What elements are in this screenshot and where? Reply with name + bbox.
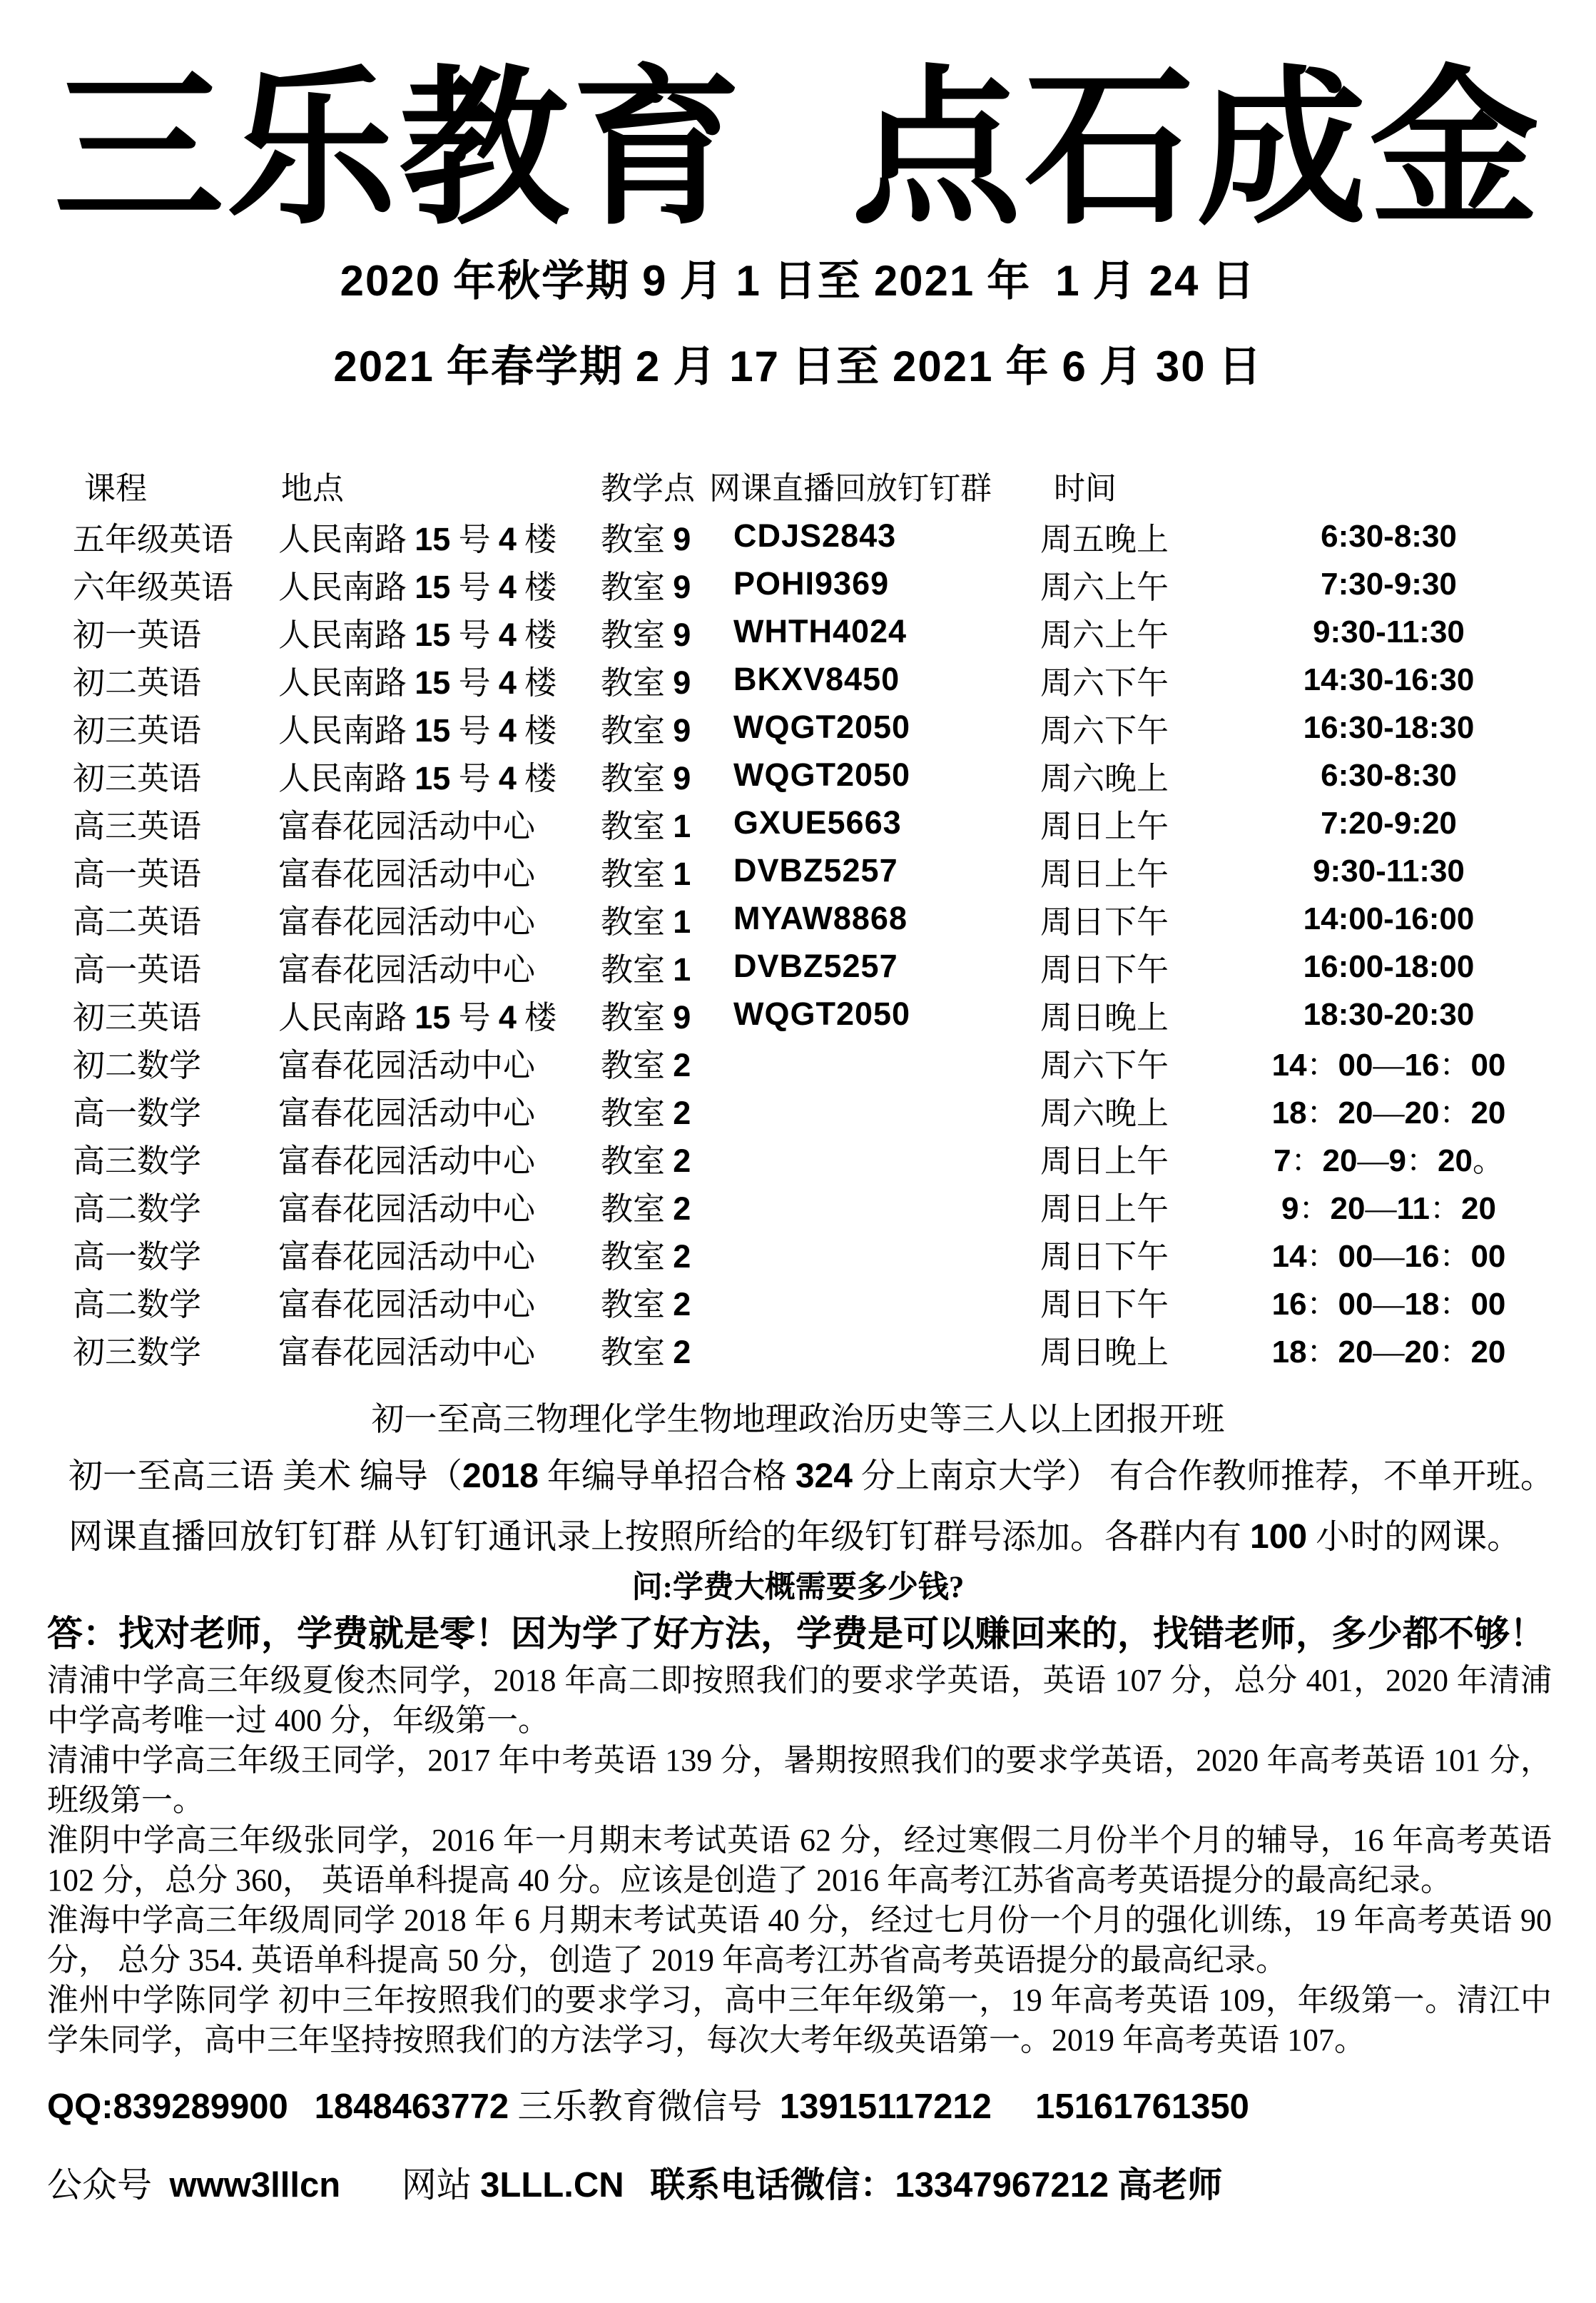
day-cell: 周日下午	[1040, 951, 1169, 988]
schedule-row	[71, 608, 1596, 656]
day-cell: 周六下午	[1040, 664, 1169, 701]
course-cell: 五年级英语	[73, 521, 234, 557]
schedule-row	[71, 1182, 1596, 1230]
course-cell: 高三英语	[73, 808, 202, 844]
header-dingtalk-group: 网课直播回放钉钉群	[709, 470, 992, 506]
room-cell: 教室 1	[601, 903, 691, 940]
time-cell: 14:30-16:30	[1303, 662, 1475, 697]
time-cell: 14：00—16：00	[1271, 1239, 1506, 1274]
room-cell: 教室 2	[601, 1046, 691, 1083]
schedule-row	[71, 1277, 1596, 1325]
testimonials-section	[47, 1661, 1552, 2060]
time-cell: 16:00-18:00	[1303, 948, 1475, 984]
room-cell: 教室 2	[601, 1142, 691, 1179]
tuition-question: 问:学费大概需要多少钱?	[631, 1570, 965, 1604]
schedule-row	[71, 895, 1596, 943]
dingtalk-group-cell: WHTH4024	[733, 613, 908, 649]
room-cell: 教室 1	[601, 807, 691, 844]
header-time: 时间	[1054, 470, 1117, 506]
course-cell: 高一英语	[73, 856, 202, 892]
schedule-row	[71, 1134, 1596, 1182]
phone-label: 联系电话微信：	[650, 2165, 895, 2205]
location-cell: 人民南路 15 号 4 楼	[278, 664, 557, 701]
location-cell: 人民南路 15 号 4 楼	[278, 759, 557, 796]
location-cell: 富春花园活动中心	[278, 1095, 536, 1131]
course-cell: 高二数学	[73, 1286, 202, 1322]
course-cell: 高三数学	[73, 1143, 202, 1179]
location-cell: 富春花园活动中心	[278, 1238, 536, 1275]
day-cell: 周日上午	[1040, 856, 1169, 892]
official-account-id: www3lllcn	[169, 2166, 341, 2205]
schedule-row	[71, 943, 1596, 991]
time-cell: 16:30-18:30	[1303, 709, 1475, 745]
semester-date-spring: 2021 年春学期 2 月 17 日至 2021 年 6 月 30 日	[333, 342, 1263, 390]
day-cell: 周六上午	[1040, 569, 1169, 605]
room-cell: 教室 9	[601, 998, 691, 1036]
day-cell: 周五晚上	[1040, 521, 1169, 557]
time-cell: 6:30-8:30	[1321, 518, 1457, 554]
time-cell: 7:30-9:30	[1321, 566, 1457, 602]
qq-label: QQ:	[47, 2087, 113, 2126]
schedule-row	[71, 847, 1596, 895]
location-cell: 富春花园活动中心	[278, 1143, 536, 1179]
location-cell: 人民南路 15 号 4 楼	[278, 520, 557, 557]
schedule-row	[71, 656, 1596, 704]
location-cell: 富春花园活动中心	[278, 1190, 536, 1227]
day-cell: 周日晚上	[1040, 1334, 1169, 1370]
location-cell: 富春花园活动中心	[278, 856, 536, 892]
flyer-page	[0, 43, 1596, 2303]
schedule-row	[71, 1325, 1596, 1373]
schedule-row	[71, 991, 1596, 1038]
time-cell: 14:00-16:00	[1303, 901, 1475, 936]
course-cell: 初三英语	[73, 760, 202, 796]
testimonial-paragraph: 清浦中学高三年级夏俊杰同学，2018 年高二即按照我们的要求学英语，英语 107 分，总分 401，2020 年清浦中学高考唯一过 400 分，年级第一。	[47, 1662, 1552, 1738]
art-program-note: 初一至高三语 美术 编导（2018 年编导单招合格 324 分上南京大学） 有合作教师推荐，不单开班。	[68, 1457, 1555, 1495]
location-cell: 富春花园活动中心	[278, 808, 536, 844]
location-cell: 富春花园活动中心	[278, 951, 536, 988]
day-cell: 周六晚上	[1040, 760, 1169, 796]
teacher-name: 高老师	[1117, 2165, 1223, 2205]
course-cell: 初一英语	[73, 617, 202, 653]
location-cell: 人民南路 15 号 4 楼	[278, 568, 557, 605]
location-cell: 富春花园活动中心	[278, 1286, 536, 1322]
course-cell: 初二英语	[73, 664, 202, 701]
room-cell: 教室 9	[601, 616, 691, 653]
schedule-row	[71, 799, 1596, 847]
testimonial-paragraph: 淮州中学陈同学 初中三年按照我们的要求学习，高中三年年级第一，19 年高考英语 109，年级第一。清江中学朱同学，高中三年坚持按照我们的方法学习，每次大考年级英语第一。2019 年高考英语 107。	[47, 1982, 1552, 2057]
testimonial-paragraph: 淮阴中学高三年级张同学，2016 年一月期末考试英语 62 分，经过寒假二月份半个月的辅导，16 年高考英语 102 分，总分 360， 英语单科提高 40 分。应该是创造了 2016 年高考江苏省高考英语提分的最高纪录。	[47, 1822, 1552, 1898]
time-cell: 9:30-11:30	[1313, 853, 1465, 889]
website-label: 网站	[401, 2165, 472, 2205]
day-cell: 周六下午	[1040, 1047, 1169, 1083]
course-cell: 高一数学	[73, 1238, 202, 1275]
class-schedule-table	[71, 462, 1596, 1373]
room-cell: 教室 9	[601, 520, 691, 557]
header-location: 地点	[281, 470, 344, 506]
schedule-header-row	[71, 462, 1596, 512]
tuition-answer: 答：找对老师，学费就是零！因为学了好方法，学费是可以赚回来的，找错老师，多少都不够！	[47, 1614, 1545, 1654]
dingtalk-group-note: 网课直播回放钉钉群 从钉钉通讯录上按照所给的年级钉钉群号添加。各群内有 100 小时的网课。	[68, 1517, 1522, 1556]
course-cell: 初三英语	[73, 999, 202, 1036]
day-cell: 周日下午	[1040, 1238, 1169, 1275]
wechat-number-1: 13915117212	[779, 2087, 992, 2126]
location-cell: 富春花园活动中心	[278, 904, 536, 940]
dingtalk-group-cell: DVBZ5257	[733, 948, 898, 984]
room-cell: 教室 2	[601, 1190, 691, 1227]
schedule-row	[71, 1086, 1596, 1134]
header-course: 课程	[84, 470, 147, 506]
contact-line-web-phone	[47, 2165, 1596, 2207]
location-cell: 人民南路 15 号 4 楼	[278, 998, 557, 1036]
schedule-row	[71, 704, 1596, 751]
testimonial-paragraph: 清浦中学高三年级王同学，2017 年中考英语 139 分，暑期按照我们的要求学英语，2020 年高考英语 101 分，班级第一。	[47, 1742, 1552, 1818]
course-cell: 初三英语	[73, 712, 202, 749]
schedule-row	[71, 1038, 1596, 1086]
page-title-part1: 三乐教育	[54, 49, 745, 248]
page-title-part2: 点石成金	[851, 49, 1542, 248]
room-cell: 教室 9	[601, 568, 691, 605]
day-cell: 周日上午	[1040, 808, 1169, 844]
dingtalk-group-cell: POHI9369	[733, 565, 890, 602]
day-cell: 周六下午	[1040, 712, 1169, 749]
day-cell: 周六晚上	[1040, 1095, 1169, 1131]
course-cell: 高一数学	[73, 1095, 202, 1131]
location-cell: 富春花园活动中心	[278, 1334, 536, 1370]
dingtalk-group-cell: WQGT2050	[733, 756, 911, 793]
room-cell: 教室 9	[601, 759, 691, 796]
header-room: 教学点	[601, 470, 695, 506]
time-cell: 7：20—9：20。	[1274, 1143, 1504, 1178]
course-cell: 高一英语	[73, 951, 202, 988]
location-cell: 人民南路 15 号 4 楼	[278, 616, 557, 653]
room-cell: 教室 9	[601, 664, 691, 701]
course-cell: 初三数学	[73, 1334, 202, 1370]
room-cell: 教室 2	[601, 1333, 691, 1370]
dingtalk-group-cell: WQGT2050	[733, 709, 911, 745]
qq-number-2: 1848463772	[314, 2087, 509, 2126]
page-title	[0, 43, 1596, 255]
room-cell: 教室 1	[601, 855, 691, 892]
time-cell: 9:30-11:30	[1313, 614, 1465, 649]
time-cell: 18:30-20:30	[1303, 996, 1475, 1032]
day-cell: 周日下午	[1040, 1286, 1169, 1322]
time-cell: 18：20—20：20	[1271, 1095, 1506, 1130]
schedule-row	[71, 512, 1596, 560]
time-cell: 6:30-8:30	[1321, 757, 1457, 793]
website-url: 3LLL.CN	[480, 2166, 624, 2205]
course-cell: 六年级英语	[73, 569, 234, 605]
schedule-row	[71, 560, 1596, 608]
room-cell: 教室 2	[601, 1237, 691, 1275]
qq-number-1: 839289900	[113, 2087, 288, 2126]
dingtalk-group-cell: MYAW8868	[733, 900, 908, 936]
dingtalk-group-cell: WQGT2050	[733, 996, 911, 1032]
time-cell: 9：20—11：20	[1281, 1191, 1496, 1226]
contact-line-qq-wechat	[47, 2086, 1596, 2128]
day-cell: 周日晚上	[1040, 999, 1169, 1036]
room-cell: 教室 2	[601, 1094, 691, 1131]
room-cell: 教室 2	[601, 1285, 691, 1322]
day-cell: 周日上午	[1040, 1190, 1169, 1227]
dingtalk-group-cell: GXUE5663	[733, 804, 902, 841]
time-cell: 14：00—16：00	[1271, 1048, 1506, 1083]
time-cell: 7:20-9:20	[1321, 805, 1457, 841]
time-cell: 16：00—18：00	[1271, 1287, 1506, 1322]
location-cell: 富春花园活动中心	[278, 1047, 536, 1083]
room-cell: 教室 9	[601, 712, 691, 749]
testimonial-paragraph: 淮海中学高三年级周同学 2018 年 6 月期末考试英语 40 分，经过七月份一个月的强化训练，19 年高考英语 90 分， 总分 354. 英语单科提高 50 分，创造了 2019 年高考江苏省高考英语提分的最高纪录。	[47, 1902, 1552, 1978]
course-cell: 高二英语	[73, 904, 202, 940]
day-cell: 周六上午	[1040, 617, 1169, 653]
dingtalk-group-cell: BKXV8450	[733, 661, 900, 697]
location-cell: 人民南路 15 号 4 楼	[278, 712, 557, 749]
day-cell: 周日下午	[1040, 904, 1169, 940]
course-cell: 高二数学	[73, 1190, 202, 1227]
room-cell: 教室 1	[601, 951, 691, 988]
time-cell: 18：20—20：20	[1271, 1335, 1506, 1370]
schedule-row	[71, 751, 1596, 799]
schedule-row	[71, 1230, 1596, 1277]
day-cell: 周日上午	[1040, 1143, 1169, 1179]
course-cell: 初二数学	[73, 1047, 202, 1083]
phone-number: 13347967212	[895, 2166, 1109, 2205]
schedule-body	[71, 512, 1596, 1373]
dingtalk-group-cell: CDJS2843	[733, 517, 897, 554]
dingtalk-group-cell: DVBZ5257	[733, 852, 898, 889]
wechat-number-2: 15161761350	[1035, 2087, 1249, 2126]
semester-date-fall: 2020 年秋学期 9 月 1 日至 2021 年 1 月 24 日	[340, 256, 1256, 305]
group-class-note: 初一至高三物理化学生物地理政治历史等三人以上团报开班	[371, 1400, 1225, 1437]
official-account-label: 公众号	[47, 2165, 153, 2205]
wechat-label: 三乐教育微信号	[517, 2086, 763, 2126]
